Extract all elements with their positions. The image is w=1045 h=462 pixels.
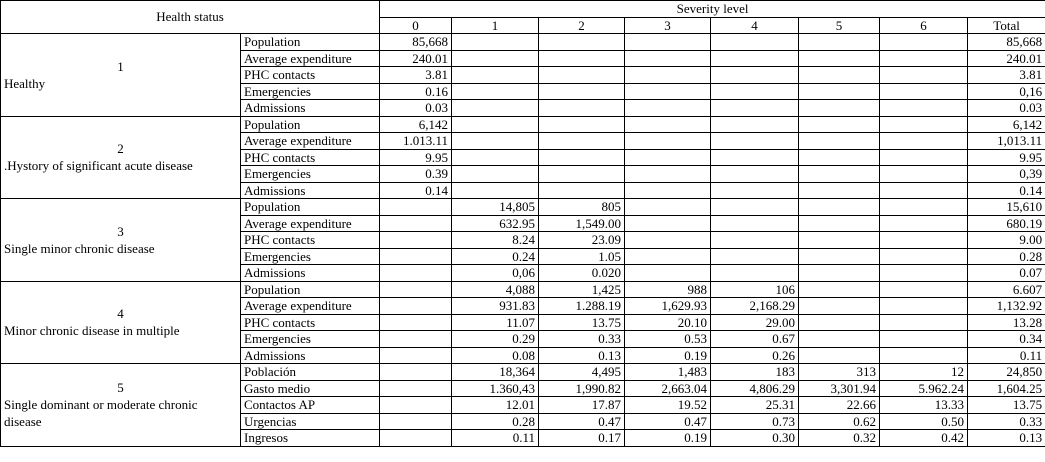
value-cell: 0.62: [799, 413, 880, 430]
value-cell: [799, 116, 880, 133]
value-cell: 0.020: [539, 265, 625, 282]
value-cell: 6,142: [380, 116, 452, 133]
value-cell: [880, 100, 968, 117]
value-cell: [711, 199, 799, 216]
value-cell: [380, 347, 452, 364]
value-cell: [539, 50, 625, 67]
value-cell: 0.47: [539, 413, 625, 430]
metric-label: Population: [241, 116, 380, 133]
value-cell: [625, 248, 711, 265]
table-row: [1, 199, 1045, 216]
value-cell: [799, 347, 880, 364]
group-name: Minor chronic disease in multiple: [4, 323, 180, 339]
value-cell: [539, 116, 625, 133]
table-row: [1, 34, 1045, 51]
value-cell: [380, 397, 452, 414]
value-cell: 0.08: [452, 347, 539, 364]
value-cell: [625, 199, 711, 216]
value-cell: 106: [711, 281, 799, 298]
value-cell: [711, 34, 799, 51]
value-cell: 13.33: [880, 397, 968, 414]
value-cell: 5.962.24: [880, 380, 968, 397]
value-cell: 0.16: [380, 83, 452, 100]
value-cell: [539, 182, 625, 199]
value-cell: 22.66: [799, 397, 880, 414]
metric-label: Average expenditure: [241, 133, 380, 150]
value-cell: [625, 149, 711, 166]
value-cell: [380, 281, 452, 298]
value-cell: [880, 232, 968, 249]
col-header-2: 2: [539, 17, 625, 34]
metric-label: Admissions: [241, 182, 380, 199]
value-cell: [880, 34, 968, 51]
value-cell: [880, 50, 968, 67]
value-cell: [711, 166, 799, 183]
value-cell: 183: [711, 364, 799, 381]
health-group-cell: [1, 116, 241, 199]
value-cell: 1,629.93: [625, 298, 711, 315]
value-cell: [452, 83, 539, 100]
group-number: 1: [117, 58, 124, 74]
value-cell: 8.24: [452, 232, 539, 249]
value-cell: [539, 67, 625, 84]
value-cell: [452, 100, 539, 117]
group-number: 5: [117, 380, 124, 396]
value-cell: [452, 50, 539, 67]
value-cell: 0.14: [380, 182, 452, 199]
total-cell: 1,132.92: [968, 298, 1045, 315]
value-cell: [880, 314, 968, 331]
value-cell: [539, 100, 625, 117]
value-cell: [625, 116, 711, 133]
value-cell: [711, 67, 799, 84]
value-cell: 18,364: [452, 364, 539, 381]
metric-label: PHC contacts: [241, 232, 380, 249]
value-cell: [799, 265, 880, 282]
value-cell: [880, 298, 968, 315]
value-cell: 0.03: [380, 100, 452, 117]
value-cell: 0.33: [539, 331, 625, 348]
value-cell: [799, 83, 880, 100]
value-cell: 4,495: [539, 364, 625, 381]
value-cell: [625, 182, 711, 199]
total-cell: 0.11: [968, 347, 1045, 364]
total-cell: 6.607: [968, 281, 1045, 298]
value-cell: [880, 166, 968, 183]
col-header-4: 4: [711, 17, 799, 34]
total-cell: 9.00: [968, 232, 1045, 249]
value-cell: [799, 281, 880, 298]
value-cell: [380, 314, 452, 331]
value-cell: 2,168.29: [711, 298, 799, 315]
metric-label: Ingresos: [241, 430, 380, 447]
value-cell: 2,663.04: [625, 380, 711, 397]
value-cell: 988: [625, 281, 711, 298]
value-cell: 0.11: [452, 430, 539, 447]
value-cell: [539, 83, 625, 100]
total-cell: 0.33: [968, 413, 1045, 430]
value-cell: 1.288.19: [539, 298, 625, 315]
value-cell: 0.30: [711, 430, 799, 447]
col-header-5: 5: [799, 17, 880, 34]
value-cell: 11.07: [452, 314, 539, 331]
metric-label: Gasto medio: [241, 380, 380, 397]
value-cell: 23.09: [539, 232, 625, 249]
value-cell: [380, 248, 452, 265]
metric-label: Emergencies: [241, 331, 380, 348]
metric-label: Population: [241, 34, 380, 51]
value-cell: 13.75: [539, 314, 625, 331]
metric-label: Population: [241, 281, 380, 298]
metric-label: Emergencies: [241, 166, 380, 183]
value-cell: [880, 116, 968, 133]
metric-label: PHC contacts: [241, 67, 380, 84]
value-cell: 0.17: [539, 430, 625, 447]
value-cell: [880, 215, 968, 232]
value-cell: [880, 133, 968, 150]
value-cell: [380, 298, 452, 315]
value-cell: 0.28: [452, 413, 539, 430]
value-cell: [880, 248, 968, 265]
value-cell: 25.31: [711, 397, 799, 414]
value-cell: [799, 232, 880, 249]
value-cell: 14,805: [452, 199, 539, 216]
health-status-header: Health status: [1, 1, 380, 34]
value-cell: 0.19: [625, 430, 711, 447]
total-cell: 85,668: [968, 34, 1045, 51]
value-cell: [452, 67, 539, 84]
total-cell: 0.28: [968, 248, 1045, 265]
value-cell: [711, 232, 799, 249]
col-header-1: 1: [452, 17, 539, 34]
value-cell: 632.95: [452, 215, 539, 232]
value-cell: [625, 67, 711, 84]
value-cell: [380, 199, 452, 216]
value-cell: [625, 166, 711, 183]
metric-label: Admissions: [241, 265, 380, 282]
value-cell: [880, 265, 968, 282]
value-cell: [711, 50, 799, 67]
total-cell: 3.81: [968, 67, 1045, 84]
value-cell: [380, 413, 452, 430]
value-cell: [711, 83, 799, 100]
value-cell: [380, 215, 452, 232]
metric-label: PHC contacts: [241, 314, 380, 331]
value-cell: [880, 199, 968, 216]
value-cell: [380, 265, 452, 282]
value-cell: [711, 149, 799, 166]
total-cell: 0.14: [968, 182, 1045, 199]
value-cell: 0.53: [625, 331, 711, 348]
severity-level-header: Severity level: [380, 1, 1045, 18]
total-cell: 9.95: [968, 149, 1045, 166]
value-cell: [625, 83, 711, 100]
value-cell: [799, 67, 880, 84]
value-cell: [625, 34, 711, 51]
col-header-3: 3: [625, 17, 711, 34]
health-group-cell: [1, 34, 241, 117]
value-cell: [625, 100, 711, 117]
value-cell: 0.19: [625, 347, 711, 364]
value-cell: [380, 331, 452, 348]
col-header-6: 6: [880, 17, 968, 34]
value-cell: 240.01: [380, 50, 452, 67]
value-cell: 1.360,43: [452, 380, 539, 397]
value-cell: [880, 347, 968, 364]
total-cell: 1,604.25: [968, 380, 1045, 397]
value-cell: [799, 298, 880, 315]
value-cell: [625, 215, 711, 232]
value-cell: [380, 364, 452, 381]
value-cell: 4,806.29: [711, 380, 799, 397]
value-cell: [380, 380, 452, 397]
value-cell: [625, 232, 711, 249]
table-row: [1, 116, 1045, 133]
metric-label: Average expenditure: [241, 50, 380, 67]
total-cell: 0.34: [968, 331, 1045, 348]
metric-label: Admissions: [241, 347, 380, 364]
metric-label: Population: [241, 199, 380, 216]
group-number: 4: [117, 306, 124, 322]
value-cell: [625, 50, 711, 67]
group-name: Healthy: [4, 75, 46, 91]
value-cell: 3,301.94: [799, 380, 880, 397]
value-cell: [539, 34, 625, 51]
value-cell: 0.47: [625, 413, 711, 430]
value-cell: [799, 199, 880, 216]
value-cell: [711, 182, 799, 199]
value-cell: 20.10: [625, 314, 711, 331]
value-cell: 0.24: [452, 248, 539, 265]
value-cell: 1.05: [539, 248, 625, 265]
value-cell: 4,088: [452, 281, 539, 298]
value-cell: [799, 34, 880, 51]
col-header-total: Total: [968, 17, 1045, 34]
metric-label: PHC contacts: [241, 149, 380, 166]
value-cell: 0,06: [452, 265, 539, 282]
value-cell: [625, 133, 711, 150]
total-cell: 24,850: [968, 364, 1045, 381]
metric-label: Contactos AP: [241, 397, 380, 414]
value-cell: 17.87: [539, 397, 625, 414]
value-cell: [880, 67, 968, 84]
value-cell: [711, 100, 799, 117]
value-cell: 1,425: [539, 281, 625, 298]
value-cell: 313: [799, 364, 880, 381]
table-body: [1, 34, 1045, 447]
value-cell: [452, 166, 539, 183]
value-cell: 29.00: [711, 314, 799, 331]
value-cell: [880, 281, 968, 298]
value-cell: [799, 314, 880, 331]
value-cell: 85,668: [380, 34, 452, 51]
total-cell: 0.07: [968, 265, 1045, 282]
total-cell: 1,013.11: [968, 133, 1045, 150]
value-cell: [625, 265, 711, 282]
value-cell: 19.52: [625, 397, 711, 414]
group-name: .Hystory of significant acute disease: [4, 158, 193, 174]
value-cell: 0.73: [711, 413, 799, 430]
total-cell: 0.03: [968, 100, 1045, 117]
value-cell: [799, 100, 880, 117]
value-cell: [711, 215, 799, 232]
value-cell: 1.013.11: [380, 133, 452, 150]
total-cell: 13.28: [968, 314, 1045, 331]
value-cell: 0.42: [880, 430, 968, 447]
value-cell: [799, 50, 880, 67]
value-cell: [880, 182, 968, 199]
value-cell: 0.39: [380, 166, 452, 183]
value-cell: [711, 265, 799, 282]
value-cell: 9.95: [380, 149, 452, 166]
table-row: [1, 364, 1045, 381]
value-cell: [539, 149, 625, 166]
value-cell: [799, 149, 880, 166]
value-cell: [711, 248, 799, 265]
value-cell: [711, 116, 799, 133]
value-cell: [452, 149, 539, 166]
group-name: Single dominant or moderate chronic disease: [4, 397, 198, 430]
total-cell: 15,610: [968, 199, 1045, 216]
value-cell: 0.26: [711, 347, 799, 364]
value-cell: 805: [539, 199, 625, 216]
value-cell: 0.32: [799, 430, 880, 447]
value-cell: 0.13: [539, 347, 625, 364]
value-cell: [539, 133, 625, 150]
total-cell: 680.19: [968, 215, 1045, 232]
metric-label: Admissions: [241, 100, 380, 117]
health-group-cell: [1, 364, 241, 447]
group-number: 2: [117, 141, 124, 157]
value-cell: [799, 133, 880, 150]
total-cell: 0.13: [968, 430, 1045, 447]
value-cell: [880, 83, 968, 100]
metric-label: Población: [241, 364, 380, 381]
total-cell: 13.75: [968, 397, 1045, 414]
metric-label: Average expenditure: [241, 215, 380, 232]
value-cell: [880, 149, 968, 166]
value-cell: 12: [880, 364, 968, 381]
metric-label: Urgencias: [241, 413, 380, 430]
total-cell: 6,142: [968, 116, 1045, 133]
table-row: [1, 281, 1045, 298]
value-cell: 12.01: [452, 397, 539, 414]
value-cell: [880, 331, 968, 348]
total-cell: 240.01: [968, 50, 1045, 67]
value-cell: [452, 116, 539, 133]
value-cell: [711, 133, 799, 150]
group-number: 3: [117, 223, 124, 239]
total-cell: 0,39: [968, 166, 1045, 183]
value-cell: 1,549.00: [539, 215, 625, 232]
value-cell: [799, 166, 880, 183]
metric-label: Emergencies: [241, 248, 380, 265]
value-cell: [799, 248, 880, 265]
value-cell: 931.83: [452, 298, 539, 315]
value-cell: 1,483: [625, 364, 711, 381]
value-cell: [452, 182, 539, 199]
value-cell: [799, 331, 880, 348]
health-group-cell: [1, 199, 241, 282]
metric-label: Average expenditure: [241, 298, 380, 315]
metric-label: Emergencies: [241, 83, 380, 100]
value-cell: [380, 232, 452, 249]
value-cell: 1,990.82: [539, 380, 625, 397]
value-cell: [452, 133, 539, 150]
value-cell: [380, 430, 452, 447]
health-group-cell: [1, 281, 241, 364]
value-cell: 0.67: [711, 331, 799, 348]
total-cell: 0,16: [968, 83, 1045, 100]
group-name: Single minor chronic disease: [4, 240, 155, 256]
value-cell: 0.29: [452, 331, 539, 348]
col-header-0: 0: [380, 17, 452, 34]
value-cell: [452, 34, 539, 51]
value-cell: 0.50: [880, 413, 968, 430]
value-cell: [799, 215, 880, 232]
value-cell: [799, 182, 880, 199]
value-cell: 3.81: [380, 67, 452, 84]
value-cell: [539, 166, 625, 183]
